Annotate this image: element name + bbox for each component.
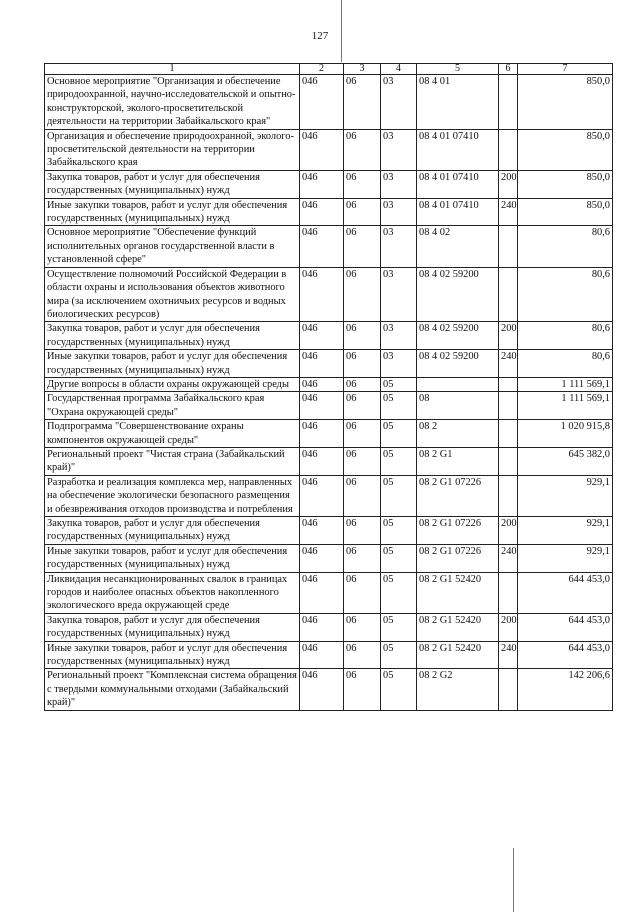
amount: 929,1	[518, 475, 613, 516]
section-code: 06	[344, 517, 381, 545]
amount: 80,6	[518, 350, 613, 378]
expense-item-name: Закупка товаров, работ и услуг для обеспечения государственных (муниципальных) нужд	[45, 517, 300, 545]
ministry-code: 046	[300, 641, 344, 669]
section-code: 06	[344, 613, 381, 641]
ministry-code: 046	[300, 129, 344, 170]
page-number: 127	[311, 30, 329, 42]
column-number-row	[45, 64, 613, 75]
section-code: 06	[344, 420, 381, 448]
expense-item-name: Подпрограмма "Совершенствование охраны компонентов окружающей среды"	[45, 420, 300, 448]
ministry-code: 046	[300, 198, 344, 226]
expense-item-name: Иные закупки товаров, работ и услуг для обеспечения государственных (муниципальных) нужд	[45, 544, 300, 572]
expense-type-code	[499, 75, 518, 130]
section-code: 06	[344, 198, 381, 226]
section-code: 06	[344, 75, 381, 130]
expense-type-code: 200	[499, 517, 518, 545]
target-article-code: 08 2 G1 07226	[417, 517, 499, 545]
subsection-code: 03	[381, 75, 417, 130]
amount: 142 206,6	[518, 669, 613, 710]
expense-item-name: Иные закупки товаров, работ и услуг для обеспечения государственных (муниципальных) нужд	[45, 641, 300, 669]
table-row	[45, 544, 613, 572]
amount: 80,6	[518, 267, 613, 322]
subsection-code: 03	[381, 267, 417, 322]
expense-item-name: Осуществление полномочий Российской Федерации в области охраны и использования объектов животного мира (за исключением охотничьих ресурсов и водных биологических ресурсов)	[45, 267, 300, 322]
section-code: 06	[344, 669, 381, 710]
amount: 645 382,0	[518, 447, 613, 475]
expense-item-name: Основное мероприятие "Организация и обеспечение природоохранной, научно-исследовательской и опытно-конструкторской, эколого-просветительской деятельности на территории Забайкальского края"	[45, 75, 300, 130]
expense-item-name: Ликвидация несанкционированных свалок в границах городов и наиболее опасных объектов накопленного экологического вреда окружающей среде	[45, 572, 300, 613]
column-header: 2	[300, 64, 344, 75]
expense-item-name: Основное мероприятие "Обеспечение функций исполнительных органов государственной власти в установленной сфере"	[45, 226, 300, 267]
expense-item-name: Государственная программа Забайкальского края "Охрана окружающей среды"	[45, 392, 300, 420]
expense-type-code: 240	[499, 350, 518, 378]
expense-item-name: Разработка и реализация комплекса мер, направленных на обеспечение экологически безопасного размещения и обезвреживания отходов производства и потребления	[45, 475, 300, 516]
subsection-code: 05	[381, 669, 417, 710]
subsection-code: 05	[381, 392, 417, 420]
scan-edge-line	[341, 0, 342, 62]
amount: 929,1	[518, 517, 613, 545]
table-row	[45, 322, 613, 350]
ministry-code: 046	[300, 267, 344, 322]
section-code: 06	[344, 475, 381, 516]
subsection-code: 05	[381, 572, 417, 613]
section-code: 06	[344, 392, 381, 420]
amount: 1 020 915,8	[518, 420, 613, 448]
amount: 644 453,0	[518, 572, 613, 613]
table-row	[45, 641, 613, 669]
subsection-code: 03	[381, 322, 417, 350]
table-row	[45, 226, 613, 267]
subsection-code: 05	[381, 475, 417, 516]
expense-type-code	[499, 447, 518, 475]
amount: 80,6	[518, 226, 613, 267]
amount: 850,0	[518, 75, 613, 130]
expense-type-code	[499, 392, 518, 420]
expense-item-name: Закупка товаров, работ и услуг для обеспечения государственных (муниципальных) нужд	[45, 170, 300, 198]
subsection-code: 03	[381, 350, 417, 378]
subsection-code: 05	[381, 641, 417, 669]
target-article-code: 08 2 G1	[417, 447, 499, 475]
subsection-code: 03	[381, 198, 417, 226]
subsection-code: 05	[381, 613, 417, 641]
table-row	[45, 572, 613, 613]
ministry-code: 046	[300, 170, 344, 198]
target-article-code	[417, 377, 499, 391]
table-row	[45, 392, 613, 420]
subsection-code: 05	[381, 447, 417, 475]
ministry-code: 046	[300, 475, 344, 516]
expense-item-name: Организация и обеспечение природоохранной, эколого-просветительской деятельности на территории Забайкальского края	[45, 129, 300, 170]
scan-edge-line	[513, 848, 514, 912]
target-article-code: 08 4 02	[417, 226, 499, 267]
expense-item-name: Региональный проект "Чистая страна (Забайкальский край)"	[45, 447, 300, 475]
expense-item-name: Закупка товаров, работ и услуг для обеспечения государственных (муниципальных) нужд	[45, 322, 300, 350]
target-article-code: 08 4 01 07410	[417, 129, 499, 170]
table-row	[45, 75, 613, 130]
ministry-code: 046	[300, 322, 344, 350]
column-header: 1	[45, 64, 300, 75]
expense-type-code: 200	[499, 322, 518, 350]
ministry-code: 046	[300, 377, 344, 391]
section-code: 06	[344, 129, 381, 170]
target-article-code: 08 2	[417, 420, 499, 448]
ministry-code: 046	[300, 350, 344, 378]
target-article-code: 08 4 02 59200	[417, 350, 499, 378]
subsection-code: 03	[381, 129, 417, 170]
amount: 1 111 569,1	[518, 392, 613, 420]
target-article-code: 08 4 02 59200	[417, 267, 499, 322]
section-code: 06	[344, 572, 381, 613]
expense-type-code: 240	[499, 198, 518, 226]
amount: 1 111 569,1	[518, 377, 613, 391]
column-header: 6	[499, 64, 518, 75]
table-row	[45, 377, 613, 391]
expense-type-code	[499, 377, 518, 391]
amount: 850,0	[518, 129, 613, 170]
subsection-code: 03	[381, 170, 417, 198]
section-code: 06	[344, 544, 381, 572]
target-article-code: 08 2 G1 52420	[417, 613, 499, 641]
expense-item-name: Иные закупки товаров, работ и услуг для обеспечения государственных (муниципальных) нужд	[45, 198, 300, 226]
ministry-code: 046	[300, 420, 344, 448]
budget-table	[44, 63, 613, 711]
ministry-code: 046	[300, 517, 344, 545]
expense-type-code: 200	[499, 613, 518, 641]
expense-item-name: Иные закупки товаров, работ и услуг для обеспечения государственных (муниципальных) нужд	[45, 350, 300, 378]
table-row	[45, 475, 613, 516]
table-row	[45, 170, 613, 198]
section-code: 06	[344, 350, 381, 378]
expense-type-code	[499, 572, 518, 613]
column-header: 3	[344, 64, 381, 75]
target-article-code: 08 2 G2	[417, 669, 499, 710]
target-article-code: 08 4 01 07410	[417, 170, 499, 198]
expense-item-name: Закупка товаров, работ и услуг для обеспечения государственных (муниципальных) нужд	[45, 613, 300, 641]
amount: 850,0	[518, 170, 613, 198]
expense-type-code	[499, 475, 518, 516]
column-header: 7	[518, 64, 613, 75]
section-code: 06	[344, 377, 381, 391]
subsection-code: 05	[381, 377, 417, 391]
ministry-code: 046	[300, 447, 344, 475]
target-article-code: 08 2 G1 07226	[417, 475, 499, 516]
expense-type-code	[499, 226, 518, 267]
table-row	[45, 669, 613, 710]
section-code: 06	[344, 267, 381, 322]
table-row	[45, 420, 613, 448]
table-row	[45, 267, 613, 322]
ministry-code: 046	[300, 75, 344, 130]
expense-type-code	[499, 420, 518, 448]
table-row	[45, 198, 613, 226]
ministry-code: 046	[300, 613, 344, 641]
amount: 644 453,0	[518, 641, 613, 669]
table-row	[45, 447, 613, 475]
section-code: 06	[344, 226, 381, 267]
subsection-code: 05	[381, 544, 417, 572]
table-row	[45, 350, 613, 378]
expense-type-code: 240	[499, 544, 518, 572]
ministry-code: 046	[300, 392, 344, 420]
expense-type-code: 240	[499, 641, 518, 669]
section-code: 06	[344, 170, 381, 198]
column-header: 4	[381, 64, 417, 75]
target-article-code: 08 4 02 59200	[417, 322, 499, 350]
amount: 80,6	[518, 322, 613, 350]
subsection-code: 03	[381, 226, 417, 267]
amount: 850,0	[518, 198, 613, 226]
expense-type-code: 200	[499, 170, 518, 198]
amount: 644 453,0	[518, 613, 613, 641]
section-code: 06	[344, 447, 381, 475]
subsection-code: 05	[381, 420, 417, 448]
table-row	[45, 613, 613, 641]
ministry-code: 046	[300, 226, 344, 267]
ministry-code: 046	[300, 669, 344, 710]
amount: 929,1	[518, 544, 613, 572]
table-row	[45, 129, 613, 170]
target-article-code: 08	[417, 392, 499, 420]
expense-type-code	[499, 267, 518, 322]
section-code: 06	[344, 641, 381, 669]
target-article-code: 08 2 G1 52420	[417, 641, 499, 669]
expense-item-name: Другие вопросы в области охраны окружающей среды	[45, 377, 300, 391]
section-code: 06	[344, 322, 381, 350]
target-article-code: 08 2 G1 52420	[417, 572, 499, 613]
ministry-code: 046	[300, 572, 344, 613]
table-row	[45, 517, 613, 545]
expense-type-code	[499, 129, 518, 170]
subsection-code: 05	[381, 517, 417, 545]
target-article-code: 08 4 01	[417, 75, 499, 130]
target-article-code: 08 4 01 07410	[417, 198, 499, 226]
ministry-code: 046	[300, 544, 344, 572]
expense-type-code	[499, 669, 518, 710]
target-article-code: 08 2 G1 07226	[417, 544, 499, 572]
expense-item-name: Региональный проект "Комплексная система обращения с твердыми коммунальными отходами (Забайкальский край)"	[45, 669, 300, 710]
column-header: 5	[417, 64, 499, 75]
